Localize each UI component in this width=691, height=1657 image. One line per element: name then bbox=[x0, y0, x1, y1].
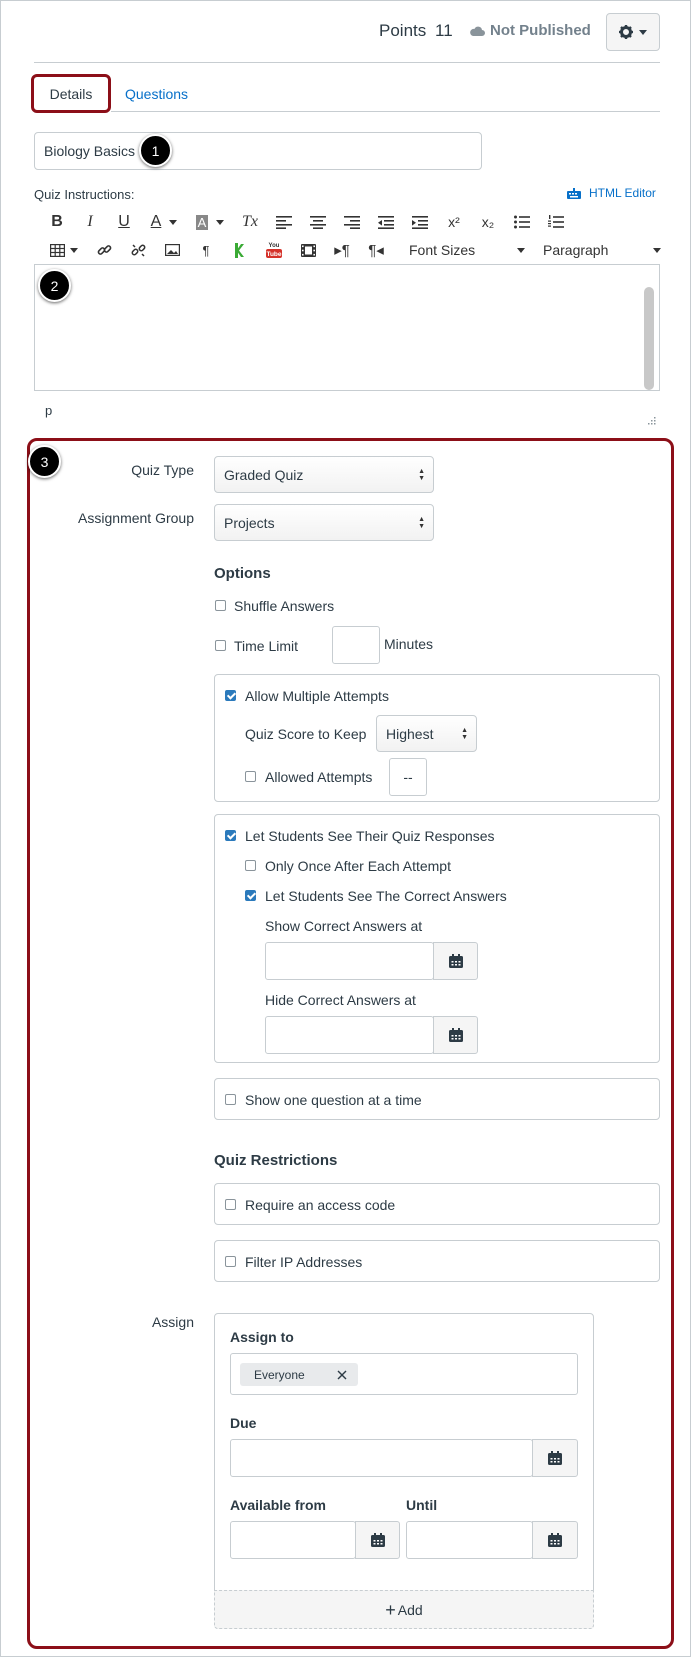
subscript-button[interactable]: x₂ bbox=[481, 214, 495, 230]
superscript-button[interactable]: x² bbox=[448, 214, 460, 230]
callout-marker-3: 3 bbox=[28, 445, 61, 478]
indent-button[interactable] bbox=[403, 209, 437, 235]
settings-menu-button[interactable] bbox=[606, 13, 660, 51]
allow-multiple-attempts-checkbox[interactable] bbox=[225, 690, 236, 701]
due-date-input[interactable] bbox=[230, 1439, 533, 1477]
only-once-label: Only Once After Each Attempt bbox=[265, 858, 451, 874]
calendar-icon bbox=[449, 954, 463, 968]
editor-toolbar-row-2 bbox=[41, 237, 661, 263]
align-center-button[interactable] bbox=[301, 209, 335, 235]
calendar-icon bbox=[548, 1533, 562, 1547]
kaltura-icon bbox=[234, 243, 246, 258]
quiz-type-value: Graded Quiz bbox=[224, 466, 304, 483]
numbered-list-icon bbox=[548, 215, 564, 229]
calendar-icon bbox=[548, 1451, 562, 1465]
keyboard-icon bbox=[567, 188, 581, 199]
numbered-list-button[interactable] bbox=[539, 209, 573, 235]
quiz-type-select[interactable] bbox=[214, 456, 434, 493]
callout-marker-2: 2 bbox=[38, 269, 71, 302]
cloud-icon bbox=[469, 25, 485, 37]
caret-down-icon bbox=[216, 220, 224, 225]
hide-correct-at-input[interactable] bbox=[265, 1016, 434, 1054]
shuffle-answers-label: Shuffle Answers bbox=[234, 598, 335, 614]
header-divider bbox=[34, 62, 660, 63]
assign-token-label: Everyone bbox=[254, 1367, 305, 1382]
see-correct-answers-label: Let Students See The Correct Answers bbox=[265, 888, 507, 904]
image-button[interactable] bbox=[155, 237, 189, 263]
show-correct-at-input[interactable] bbox=[265, 942, 434, 980]
select-arrows-icon: ▲ ▼ bbox=[418, 515, 425, 530]
italic-button[interactable]: I bbox=[87, 213, 93, 230]
resize-grip-icon[interactable] bbox=[646, 415, 656, 425]
until-label: Until bbox=[406, 1497, 438, 1513]
one-question-checkbox[interactable] bbox=[225, 1094, 236, 1105]
font-sizes-label: Font Sizes bbox=[409, 242, 476, 258]
add-assignment-button[interactable] bbox=[214, 1590, 594, 1629]
assignment-group-select[interactable] bbox=[214, 504, 434, 541]
paragraph-mark-button[interactable]: ¶ bbox=[202, 242, 210, 258]
close-icon[interactable] bbox=[337, 1370, 347, 1380]
caret-down-icon bbox=[169, 220, 177, 225]
quiz-title-value: Biology Basics bbox=[44, 143, 136, 159]
filter-ip-checkbox[interactable] bbox=[225, 1256, 236, 1267]
select-arrows-icon: ▲ ▼ bbox=[418, 467, 425, 482]
html-editor-label: HTML Editor bbox=[589, 186, 656, 200]
points-label: Points bbox=[379, 21, 427, 40]
caret-down-icon bbox=[653, 248, 661, 253]
media-button[interactable] bbox=[291, 237, 325, 263]
link-button[interactable] bbox=[87, 237, 121, 263]
editor-toolbar-row-1 bbox=[41, 209, 573, 235]
options-heading: Options bbox=[214, 565, 271, 582]
hide-correct-at-calendar-button[interactable] bbox=[433, 1016, 478, 1054]
minutes-label: Minutes bbox=[384, 636, 434, 652]
plus-icon: + bbox=[385, 1599, 396, 1620]
text-color-button[interactable] bbox=[141, 209, 187, 235]
time-limit-minutes-input[interactable] bbox=[332, 626, 380, 664]
one-question-label: Show one question at a time bbox=[245, 1092, 422, 1108]
add-assignment-label: Add bbox=[397, 1601, 423, 1618]
align-right-icon bbox=[344, 216, 360, 229]
assignment-group-value: Projects bbox=[224, 514, 275, 531]
align-left-icon bbox=[276, 216, 292, 229]
ltr-button[interactable]: ▸¶ bbox=[334, 242, 350, 259]
until-input[interactable] bbox=[406, 1521, 533, 1559]
available-from-input[interactable] bbox=[230, 1521, 356, 1559]
text-color-glyph: A bbox=[150, 213, 162, 230]
assign-label: Assign bbox=[151, 1314, 194, 1330]
quiz-score-to-keep-value: Highest bbox=[386, 725, 434, 742]
see-responses-checkbox[interactable] bbox=[225, 830, 236, 841]
allowed-attempts-checkbox[interactable] bbox=[245, 771, 256, 782]
gear-icon bbox=[619, 25, 633, 39]
table-button[interactable] bbox=[41, 237, 87, 263]
unlink-button[interactable] bbox=[121, 237, 155, 263]
table-icon bbox=[50, 244, 65, 257]
assign-to-label: Assign to bbox=[230, 1329, 294, 1345]
svg-text:Tube: Tube bbox=[266, 251, 282, 258]
tabs-divider bbox=[111, 111, 660, 112]
editor-path-indicator: p bbox=[45, 403, 53, 418]
quiz-instructions-label: Quiz Instructions: bbox=[34, 187, 135, 202]
assignment-group-label: Assignment Group bbox=[78, 510, 194, 526]
allowed-attempts-input[interactable]: -- bbox=[389, 758, 427, 796]
due-date-calendar-button[interactable] bbox=[532, 1439, 578, 1477]
access-code-label: Require an access code bbox=[245, 1197, 396, 1213]
paragraph-label: Paragraph bbox=[543, 242, 609, 258]
outdent-button[interactable] bbox=[369, 209, 403, 235]
background-color-glyph: A bbox=[197, 214, 207, 230]
bullet-list-icon bbox=[514, 215, 530, 229]
show-correct-at-label: Show Correct Answers at bbox=[265, 918, 423, 934]
underline-button[interactable]: U bbox=[118, 213, 130, 230]
time-limit-checkbox[interactable] bbox=[215, 640, 226, 651]
image-icon bbox=[165, 244, 180, 256]
until-calendar-button[interactable] bbox=[532, 1521, 578, 1559]
points-value: 11 bbox=[435, 21, 453, 40]
kaltura-button[interactable] bbox=[223, 237, 257, 263]
due-label: Due bbox=[230, 1415, 257, 1431]
align-right-button[interactable] bbox=[335, 209, 369, 235]
font-sizes-select[interactable] bbox=[409, 242, 525, 258]
hide-correct-at-label: Hide Correct Answers at bbox=[265, 992, 416, 1008]
allowed-attempts-label: Allowed Attempts bbox=[265, 769, 373, 785]
calendar-icon bbox=[449, 1028, 463, 1042]
indent-icon bbox=[412, 216, 428, 229]
callout-marker-1: 1 bbox=[139, 134, 172, 167]
shuffle-answers-checkbox[interactable] bbox=[215, 600, 226, 611]
align-center-icon bbox=[310, 216, 326, 229]
calendar-icon bbox=[371, 1533, 385, 1547]
publish-status-text: Not Published bbox=[490, 22, 591, 39]
background-color-button[interactable] bbox=[187, 209, 233, 235]
youtube-button[interactable] bbox=[257, 237, 291, 263]
caret-down-icon bbox=[517, 248, 525, 253]
svg-text:You: You bbox=[268, 243, 280, 249]
assign-token bbox=[240, 1363, 358, 1386]
quiz-title-input[interactable] bbox=[34, 132, 482, 170]
rtl-button[interactable]: ¶◂ bbox=[368, 242, 384, 259]
bold-button[interactable]: B bbox=[51, 213, 63, 230]
quiz-type-label: Quiz Type bbox=[131, 462, 194, 478]
quiz-restrictions-heading: Quiz Restrictions bbox=[214, 1152, 338, 1169]
select-arrows-icon: ▲ ▼ bbox=[461, 726, 468, 741]
editor-scrollbar[interactable] bbox=[644, 287, 654, 390]
rich-text-editor-area[interactable] bbox=[34, 264, 660, 391]
tab-questions[interactable]: Questions bbox=[125, 86, 189, 102]
time-limit-label: Time Limit bbox=[234, 638, 299, 654]
allow-multiple-attempts-label: Allow Multiple Attempts bbox=[245, 688, 389, 704]
unlink-icon bbox=[131, 243, 146, 258]
filter-ip-label: Filter IP Addresses bbox=[245, 1254, 363, 1270]
caret-down-icon bbox=[639, 30, 647, 35]
only-once-checkbox[interactable] bbox=[245, 860, 256, 871]
link-icon bbox=[97, 243, 112, 258]
see-correct-answers-checkbox[interactable] bbox=[245, 890, 256, 901]
caret-down-icon bbox=[70, 248, 78, 253]
show-correct-at-calendar-button[interactable] bbox=[433, 942, 478, 980]
bullet-list-button[interactable] bbox=[505, 209, 539, 235]
quiz-score-to-keep-select[interactable] bbox=[376, 715, 477, 752]
outdent-icon bbox=[378, 216, 394, 229]
access-code-checkbox[interactable] bbox=[225, 1199, 236, 1210]
html-editor-link[interactable] bbox=[567, 186, 656, 200]
youtube-icon bbox=[265, 241, 283, 259]
clear-formatting-button[interactable]: Tx bbox=[242, 213, 258, 230]
align-left-button[interactable] bbox=[267, 209, 301, 235]
available-from-label: Available from bbox=[230, 1497, 326, 1513]
publish-status bbox=[469, 22, 591, 39]
available-from-calendar-button[interactable] bbox=[355, 1521, 400, 1559]
tab-details[interactable]: Details bbox=[31, 74, 111, 113]
paragraph-select[interactable] bbox=[543, 242, 661, 258]
film-icon bbox=[301, 244, 316, 257]
quiz-score-to-keep-label: Quiz Score to Keep bbox=[245, 726, 367, 742]
see-responses-label: Let Students See Their Quiz Responses bbox=[245, 828, 495, 844]
